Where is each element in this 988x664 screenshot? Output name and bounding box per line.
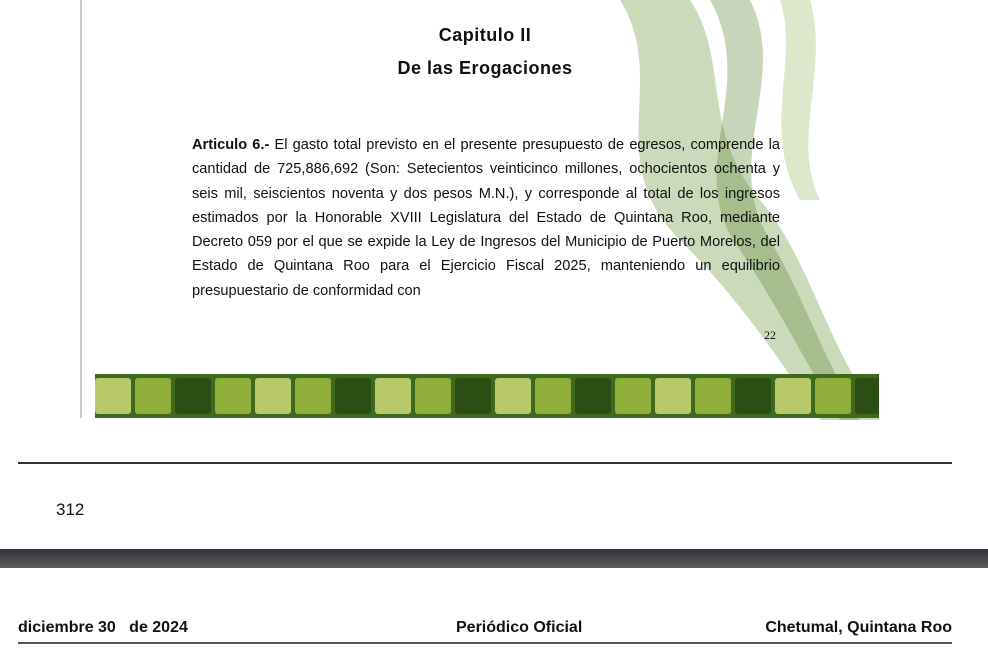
footer-rule — [18, 462, 952, 464]
decorative-tile-icon — [375, 378, 411, 414]
inner-page-number: 22 — [764, 328, 776, 342]
decorative-tile-icon — [535, 378, 571, 414]
decorative-tile-icon — [735, 378, 771, 414]
decorative-tile-icon — [775, 378, 811, 414]
article-paragraph — [192, 133, 780, 303]
decorative-tile-icon — [295, 378, 331, 414]
header-publication: Periódico Oficial — [456, 619, 583, 636]
article-lead: Articulo 6.- — [192, 137, 270, 153]
decorative-tile-icon — [95, 378, 131, 414]
decorative-tile-icon — [575, 378, 611, 414]
chapter-number: Capitulo II — [438, 25, 532, 45]
decorative-icon-band — [95, 374, 879, 418]
header-rule — [18, 642, 952, 644]
page-separator — [0, 549, 988, 568]
header-location: Chetumal, Quintana Roo — [765, 619, 952, 636]
decorative-tile-icon — [135, 378, 171, 414]
decorative-tile-icon — [495, 378, 531, 414]
decorative-tile-icon — [455, 378, 491, 414]
decorative-tile-icon — [815, 378, 851, 414]
page-number: 312 — [56, 500, 85, 519]
decorative-tile-icon — [415, 378, 451, 414]
decorative-tile-icon — [855, 378, 879, 414]
decorative-tile-icon — [695, 378, 731, 414]
article-text: El gasto total previsto en el presente presupuesto de egresos, comprende la cantidad de 725,886,692 (Son: Setecientos veinticinco millones, ochocientos ochenta y seis mil, seiscientos noventa y dos pesos M.N.), y corresponde al total de los ingresos estimados por la Honorable XVIII Legislatura del Estado de Quintana Roo, mediante Decreto 059 por el que se expide la Ley de Ingresos del Municipio de Puerto Morelos, del Estado de Quintana Roo para el Ejercicio Fiscal 2025, manteniendo un equilibrio presupuestario de conformidad con — [192, 137, 780, 299]
chapter-title: De las Erogaciones — [397, 58, 573, 78]
decorative-tile-icon — [255, 378, 291, 414]
decorative-tile-icon — [615, 378, 651, 414]
decorative-tile-icon — [175, 378, 211, 414]
decorative-tile-icon — [215, 378, 251, 414]
decorative-tile-icon — [655, 378, 691, 414]
decorative-tile-icon — [335, 378, 371, 414]
header-date: diciembre 30 de 2024 — [18, 619, 188, 636]
